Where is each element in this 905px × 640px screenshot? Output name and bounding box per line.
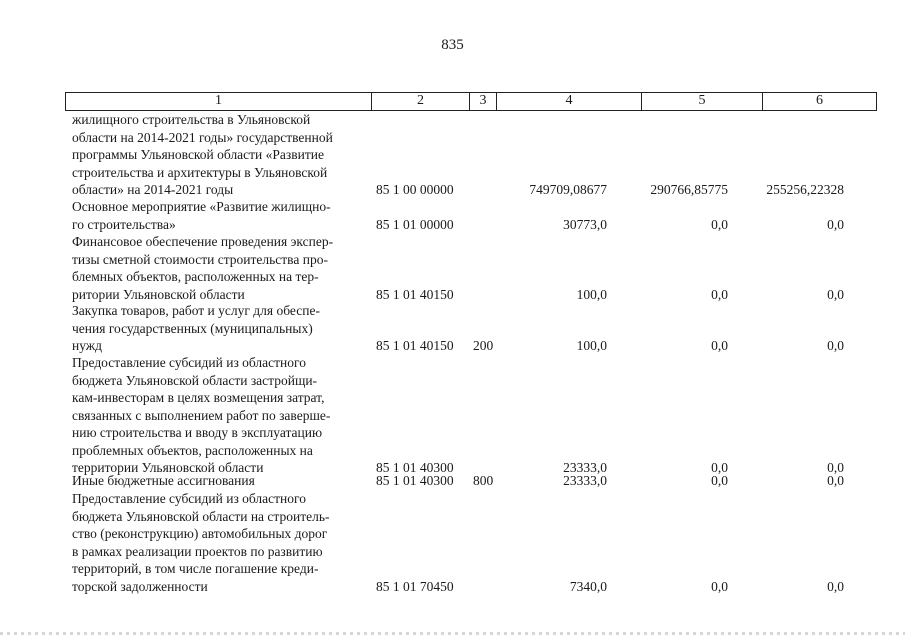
row-value-col6: 0,0 bbox=[827, 286, 844, 302]
description-line: торской задолженности bbox=[72, 578, 208, 594]
description-line: Предоставление субсидий из областного bbox=[72, 491, 306, 506]
row-value-col6: 255256,22328 bbox=[766, 182, 844, 197]
description-line: го строительства» bbox=[72, 216, 176, 232]
description-line: территорий, в том числе погашение креди- bbox=[72, 561, 319, 576]
row-budget-code: 85 1 01 70450 bbox=[376, 578, 454, 594]
description-line: области» на 2014-2021 годы bbox=[72, 182, 234, 197]
row-description bbox=[72, 233, 364, 303]
description-line: программы Ульяновской области «Развитие bbox=[72, 147, 324, 162]
row-value-col5: 0,0 bbox=[711, 460, 728, 475]
description-line: жилищного строительства в Ульяновской bbox=[72, 112, 311, 127]
description-line: проблемных объектов, расположенных на bbox=[72, 442, 313, 458]
row-expense-type: 800 bbox=[473, 473, 494, 488]
row-value-col4: 23333,0 bbox=[563, 460, 607, 475]
row-value-col4: 100,0 bbox=[576, 338, 607, 353]
page-number: 835 bbox=[441, 37, 464, 53]
column-header-2: 2 bbox=[372, 93, 470, 111]
row-budget-code: 85 1 01 40150 bbox=[376, 338, 454, 353]
column-header-table bbox=[65, 92, 877, 111]
description-line: бюджета Ульяновской области застройщи- bbox=[72, 372, 318, 388]
row-budget-code: 85 1 00 00000 bbox=[376, 182, 454, 197]
description-line: ство (реконструкцию) автомобильных дорог bbox=[72, 526, 328, 541]
row-budget-code: 85 1 01 40300 bbox=[376, 473, 454, 488]
description-line: территории Ульяновской области bbox=[72, 460, 264, 475]
description-line: тизы сметной стоимости строительства про- bbox=[72, 251, 328, 267]
row-budget-code: 85 1 01 40300 bbox=[376, 460, 454, 475]
description-line: Закупка товаров, работ и услуг для обеспе- bbox=[72, 303, 320, 318]
description-line: ритории Ульяновской области bbox=[72, 286, 245, 302]
row-description bbox=[72, 302, 364, 355]
row-description bbox=[72, 490, 364, 595]
description-line: области на 2014-2021 годы» государственной bbox=[72, 129, 333, 145]
description-line: Финансовое обеспечение проведения экспер- bbox=[72, 234, 334, 249]
column-header-1: 1 bbox=[66, 93, 372, 111]
row-value-col5: 0,0 bbox=[711, 578, 728, 594]
row-value-col6: 0,0 bbox=[827, 338, 844, 353]
description-line: связанных с выполнением работ по заверше- bbox=[72, 407, 331, 423]
description-line: чения государственных (муниципальных) bbox=[72, 320, 313, 336]
row-expense-type: 200 bbox=[473, 338, 494, 353]
row-budget-code: 85 1 01 40150 bbox=[376, 286, 454, 302]
description-line: Предоставление субсидий из областного bbox=[72, 355, 306, 370]
row-description bbox=[72, 472, 364, 490]
column-header-row bbox=[66, 93, 877, 111]
description-line: бюджета Ульяновской области на строитель- bbox=[72, 508, 330, 524]
row-value-col6: 0,0 bbox=[827, 578, 844, 594]
row-value-col4: 100,0 bbox=[576, 286, 607, 302]
description-line: в рамках реализации проектов по развитию bbox=[72, 543, 323, 559]
column-header-6: 6 bbox=[763, 93, 877, 111]
row-description bbox=[72, 198, 364, 233]
row-value-col6: 0,0 bbox=[827, 460, 844, 475]
column-header-3: 3 bbox=[470, 93, 497, 111]
row-value-col5: 0,0 bbox=[711, 216, 728, 232]
scan-edge-artifact bbox=[0, 632, 905, 635]
description-line: кам-инвесторам в целях возмещения затрат, bbox=[72, 390, 325, 405]
column-header-5: 5 bbox=[642, 93, 763, 111]
description-line: Иные бюджетные ассигнования bbox=[72, 473, 255, 488]
row-value-col4: 30773,0 bbox=[563, 216, 607, 232]
description-line: нужд bbox=[72, 338, 102, 353]
description-line: Основное мероприятие «Развитие жилищно- bbox=[72, 199, 331, 214]
row-value-col5: 0,0 bbox=[711, 473, 728, 488]
row-value-col6: 0,0 bbox=[827, 216, 844, 232]
row-value-col5: 0,0 bbox=[711, 338, 728, 353]
row-value-col6: 0,0 bbox=[827, 473, 844, 488]
row-value-col5: 290766,85775 bbox=[650, 182, 728, 197]
row-value-col4: 23333,0 bbox=[563, 473, 607, 488]
row-value-col5: 0,0 bbox=[711, 286, 728, 302]
row-description bbox=[72, 354, 364, 477]
description-line: нию строительства и вводу в эксплуатацию bbox=[72, 425, 323, 440]
description-line: строительства и архитектуры в Ульяновской bbox=[72, 164, 328, 180]
row-value-col4: 7340,0 bbox=[569, 578, 607, 594]
column-header-4: 4 bbox=[497, 93, 642, 111]
description-line: блемных объектов, расположенных на тер- bbox=[72, 269, 319, 284]
row-value-col4: 749709,08677 bbox=[529, 182, 607, 197]
row-description bbox=[72, 111, 364, 199]
row-budget-code: 85 1 01 00000 bbox=[376, 216, 454, 232]
